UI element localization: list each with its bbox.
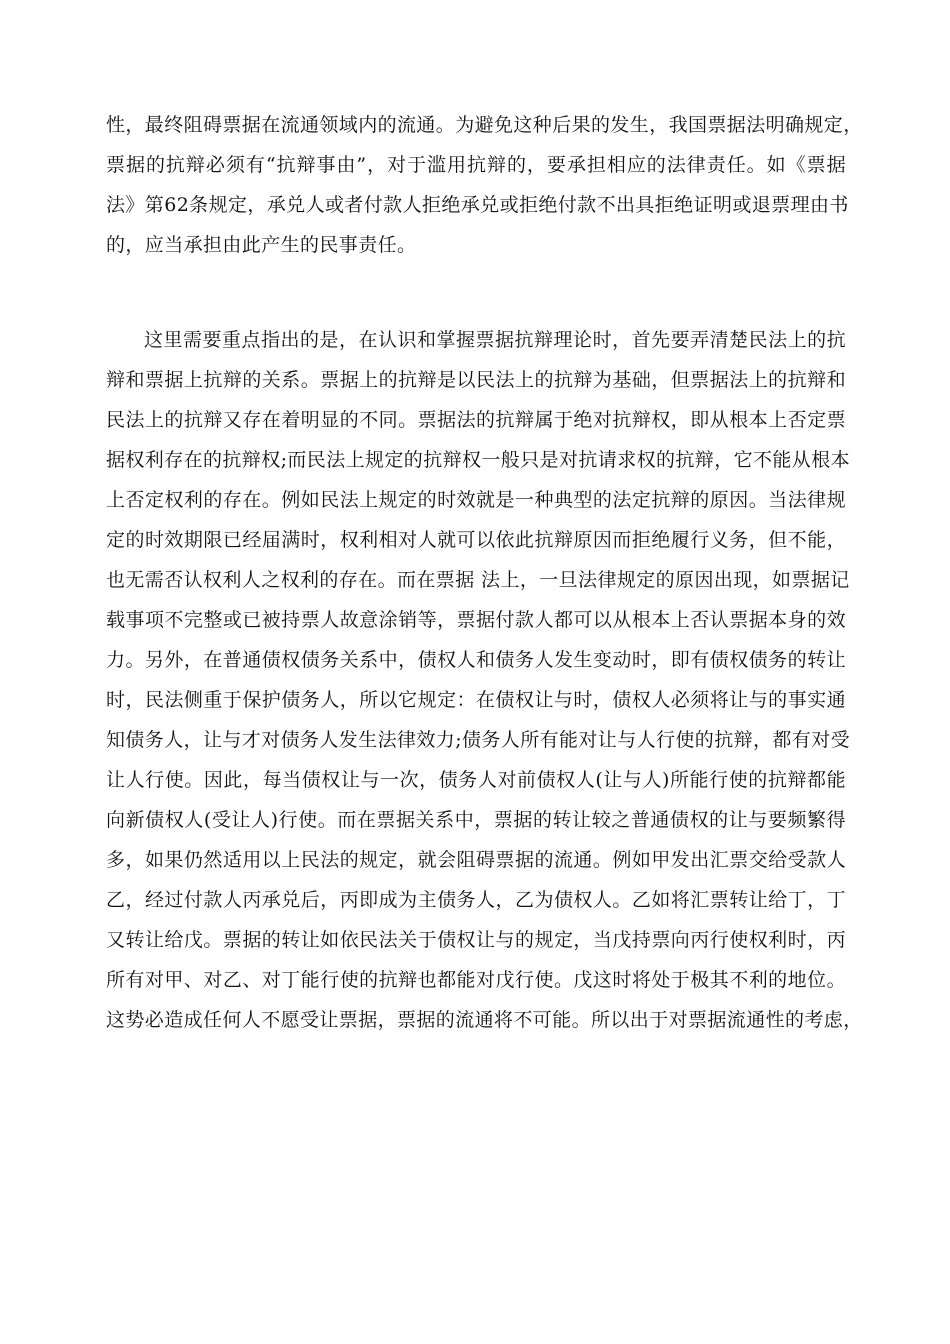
paragraph-2	[106, 320, 863, 1040]
paragraph-line: 载事项不完整或已被持票人故意涂销等，票据付款人都可以从根本上否认票据本身的效	[106, 609, 846, 631]
paragraph-line: 民法上的抗辩又存在着明显的不同。票据法的抗辩属于绝对抗辩权，即从根本上否定票	[106, 409, 846, 431]
paragraph-line: 定的时效期限已经届满时，权利相对人就可以依此抗辩原因而拒绝履行义务，但不能，	[106, 529, 846, 551]
paragraph-line: 这里需要重点指出的是，在认识和掌握票据抗辩理论时，首先要弄清楚民法上的抗	[144, 329, 846, 351]
paragraph-line: 向新债权人(受让人)行使。而在票据关系中，票据的转让较之普通债权的让与要频繁得	[106, 809, 846, 831]
paragraph-line: 这势必造成任何人不愿受让票据，票据的流通将不可能。所以出于对票据流通性的考虑，	[106, 1009, 863, 1031]
paragraph-line: 上否定权利的存在。例如民法上规定的时效就是一种典型的法定抗辩的原因。当法律规	[106, 489, 846, 511]
paragraph-line: 让人行使。因此，每当债权让与一次，债务人对前债权人(让与人)所能行使的抗辩都能	[106, 769, 846, 791]
paragraph-line: 法》第62条规定，承兑人或者付款人拒绝承兑或拒绝付款不出具拒绝证明或退票理由书	[106, 194, 849, 216]
paragraph-1	[106, 105, 863, 265]
paragraph-line: 票据的抗辩必须有“抗辩事由”，对于滥用抗辩的，要承担相应的法律责任。如《票据	[106, 154, 846, 176]
paragraph-line: 知债务人，让与才对债务人发生法律效力;债务人所有能对让与人行使的抗辩，都有对受	[106, 729, 851, 751]
paragraph-line: 性，最终阻碍票据在流通领域内的流通。为避免这种后果的发生，我国票据法明确规定，	[106, 114, 863, 136]
paragraph-line: 辩和票据上抗辩的关系。票据上的抗辩是以民法上的抗辩为基础，但票据法上的抗辩和	[106, 369, 846, 391]
paragraph-line: 所有对甲、对乙、对丁能行使的抗辩也都能对戊行使。戊这时将处于极其不利的地位。	[106, 969, 846, 991]
paragraph-line: 的，应当承担由此产生的民事责任。	[106, 234, 417, 256]
paragraph-line: 多，如果仍然适用以上民法的规定，就会阻碍票据的流通。例如甲发出汇票交给受款人	[106, 849, 846, 871]
paragraph-line: 时，民法侧重于保护债务人，所以它规定：在债权让与时，债权人必须将让与的事实通	[106, 689, 846, 711]
paragraph-line: 乙，经过付款人丙承兑后，丙即成为主债务人，乙为债权人。乙如将汇票转让给丁，丁	[106, 889, 846, 911]
paragraph-line: 力。另外，在普通债权债务关系中，债权人和债务人发生变动时，即有债权债务的转让	[106, 649, 846, 671]
paragraph-line: 又转让给戊。票据的转让如依民法关于债权让与的规定，当戊持票向丙行使权利时，丙	[106, 929, 846, 951]
paragraph-line: 据权利存在的抗辩权;而民法上规定的抗辩权一般只是对抗请求权的抗辩，它不能从根本	[106, 449, 851, 471]
paragraph-line: 也无需否认权利人之权利的存在。而在票据 法上，一旦法律规定的原因出现，如票据记	[106, 569, 850, 591]
